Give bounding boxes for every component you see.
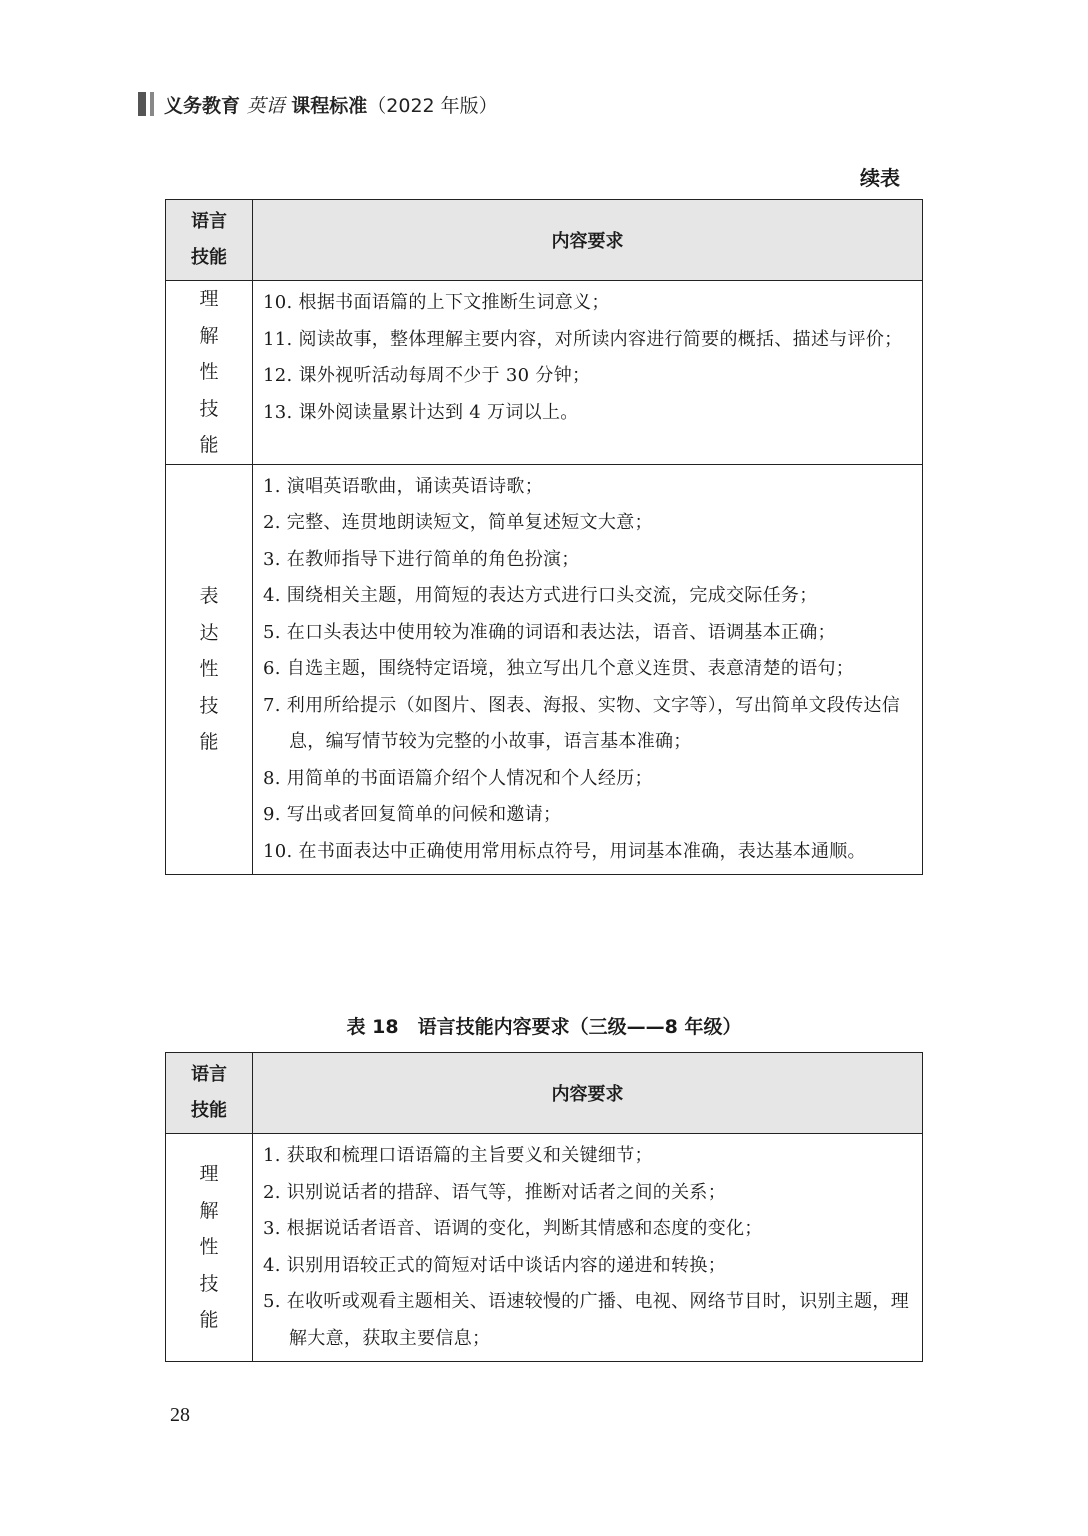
table-caption: 表 18 语言技能内容要求（三级——8 年级） <box>346 1016 742 1038</box>
list-item: 4. 识别用语较正式的简短对话中谈话内容的递进和转换； <box>263 1254 726 1276</box>
skill-column-header: 语言 技能 <box>166 1053 253 1134</box>
header-title-part2: 课程标准 <box>284 94 368 117</box>
table-row <box>166 1134 923 1362</box>
table-header-row <box>166 1053 923 1134</box>
skill-category-comprehension: 理 解 性 技 能 <box>166 1134 253 1362</box>
list-item: 8. 用简单的书面语篇介绍个人情况和个人经历； <box>263 767 653 789</box>
list-item: 11. 阅读故事，整体理解主要内容，对所读内容进行简要的概括、描述与评价； <box>263 328 903 350</box>
list-item: 3. 在教师指导下进行简单的角色扮演； <box>263 548 580 570</box>
header-title-part1: 义务教育 <box>164 94 247 117</box>
list-item: 3. 根据说话者语音、语调的变化，判断其情感和态度的变化； <box>263 1218 763 1239</box>
content-requirements <box>253 1134 923 1362</box>
header-edition: （2022 年版） <box>367 94 498 117</box>
table-18 <box>165 1052 923 1362</box>
list-item: 2. 识别说话者的措辞、语气等，推断对话者之间的关系； <box>263 1181 726 1203</box>
list-item: 2. 完整、连贯地朗读短文，简单复述短文大意； <box>263 512 653 533</box>
list-item: 12. 课外视听活动每周不少于 30 分钟； <box>263 365 591 386</box>
table-header-row <box>166 200 923 281</box>
content-requirements <box>253 464 923 875</box>
list-item: 5. 在收听或观看主题相关、语速较慢的广播、电视、网络节目时，识别主题，理解大意，获取主要信息； <box>263 1291 909 1349</box>
list-item: 1. 获取和梳理口语语篇的主旨要义和关键细节； <box>263 1145 653 1166</box>
continued-table-label: 续表 <box>860 166 900 190</box>
header-title-italic: 英语 <box>246 94 285 117</box>
skill-category-expression: 表 达 性 技 能 <box>166 464 253 875</box>
table-row <box>166 464 923 875</box>
content-column-header: 内容要求 <box>253 1053 923 1134</box>
running-header <box>138 88 498 120</box>
page-number: 28 <box>170 1404 190 1426</box>
skill-category-comprehension: 理 解 性 技 能 <box>166 281 253 465</box>
list-item: 4. 围绕相关主题，用简短的表达方式进行口头交流，完成交际任务； <box>263 585 818 606</box>
list-item: 5. 在口头表达中使用较为准确的词语和表达法，语音、语调基本正确； <box>263 621 836 643</box>
skill-column-header: 语言 技能 <box>166 200 253 281</box>
list-item: 7. 利用所给提示（如图片、图表、海报、实物、文字等），写出简单文段传达信息，编写情节较为完整的小故事，语言基本准确； <box>263 694 900 752</box>
list-item: 6. 自选主题，围绕特定语境，独立写出几个意义连贯、表意清楚的语句； <box>263 658 855 679</box>
content-requirements <box>253 281 923 465</box>
list-item: 10. 在书面表达中正确使用常用标点符号，用词基本准确，表达基本通顺。 <box>263 840 866 862</box>
continued-table <box>165 199 923 875</box>
table-row <box>166 281 923 465</box>
list-item: 1. 演唱英语歌曲，诵读英语诗歌； <box>263 475 543 497</box>
list-item: 10. 根据书面语篇的上下文推断生词意义； <box>263 292 610 313</box>
list-item: 13. 课外阅读量累计达到 4 万词以上。 <box>263 401 579 423</box>
content-column-header: 内容要求 <box>253 200 923 281</box>
header-bars-decoration <box>138 92 154 116</box>
list-item: 9. 写出或者回复简单的问候和邀请； <box>263 804 562 825</box>
